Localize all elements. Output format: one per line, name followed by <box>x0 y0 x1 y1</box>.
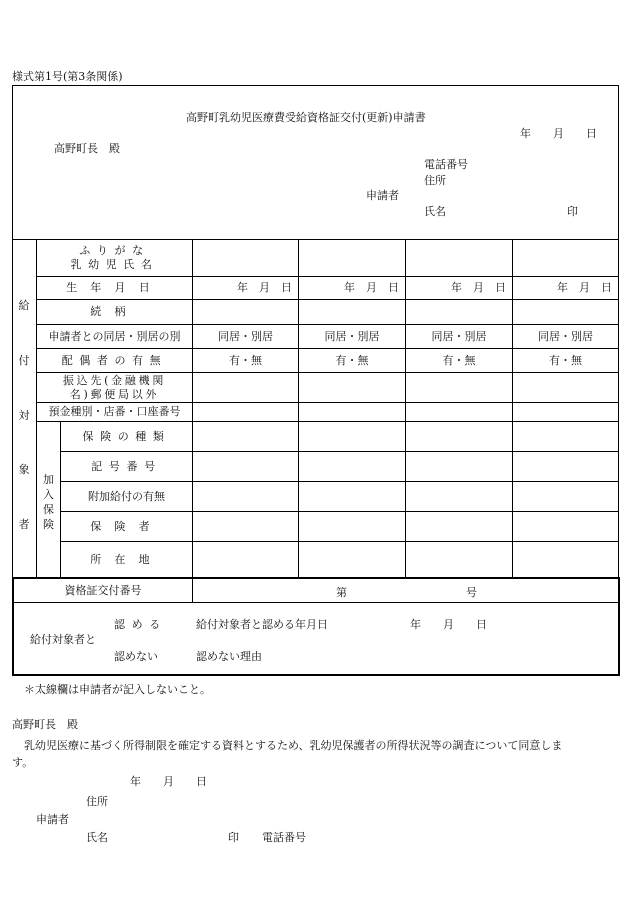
row-label-child-name <box>37 240 192 276</box>
office-col-line <box>192 578 193 602</box>
transfer-line-1: 振込先(金融機関 <box>62 373 167 387</box>
side-char: 者 <box>18 518 30 531</box>
birthdate-value: 年 月 日 <box>451 281 506 295</box>
consent-seal-mark: 印 <box>228 831 239 844</box>
row-label-ins-symbol: 記号番号 <box>91 459 162 473</box>
consent-name-label: 氏名 <box>86 831 108 844</box>
cohabit-value: 同居・別居 <box>538 329 593 343</box>
application-date: 年 月 日 <box>520 127 597 140</box>
row-label-account: 預金種別・店番・口座番号 <box>48 405 181 419</box>
applicant-name-label: 氏名 <box>424 205 446 218</box>
furigana-label: ふりがな <box>79 244 150 258</box>
cohabit-value: 同居・別居 <box>431 329 487 343</box>
spouse-value: 有・無 <box>229 353 262 367</box>
spouse-value: 有・無 <box>549 353 582 367</box>
consent-address-label: 住所 <box>86 795 108 808</box>
child-name-label: 乳幼児氏名 <box>70 258 159 271</box>
applicant-phone-label: 電話番号 <box>424 158 468 171</box>
ins-char: 険 <box>43 518 54 531</box>
seal-mark: 印 <box>567 205 578 218</box>
consent-addressee: 高野町長 殿 <box>12 718 78 731</box>
note-text: ＊太線欄は申請者が記入しないこと。 <box>24 683 211 696</box>
reject-label: 認めない <box>114 650 158 663</box>
border-right <box>618 85 619 578</box>
row-label-relation: 続柄 <box>90 305 139 319</box>
applicant-label: 申請者 <box>366 189 399 202</box>
birthdate-value: 年 月 日 <box>344 281 399 295</box>
consent-body-line1: 乳幼児医療に基づく所得制限を確定する資料とするため、乳幼児保護者の所得状況等の調査について同意しま <box>24 739 563 752</box>
consent-body-line2: す。 <box>12 756 34 769</box>
addressee: 高野町長 殿 <box>54 142 120 155</box>
spouse-value: 有・無 <box>335 353 369 367</box>
ins-char: 加 <box>43 473 54 486</box>
cert-number-dai: 第 <box>336 586 347 599</box>
office-border-right <box>618 577 620 676</box>
side-char: 給 <box>18 299 30 312</box>
side-char: 象 <box>18 463 30 477</box>
reject-reason-label: 認めない理由 <box>196 650 262 663</box>
row-label-birthdate: 生年月日 <box>66 281 163 295</box>
approve-date-label: 給付対象者と認める年月日 <box>196 618 328 631</box>
row-label-cohabit: 申請者との同居・別居の別 <box>48 329 181 343</box>
side-char: 付 <box>18 353 30 367</box>
office-border-bottom <box>12 674 620 676</box>
ins-char: 保 <box>43 503 54 516</box>
beneficiary-side-label <box>12 300 36 530</box>
cert-number-go: 号 <box>466 586 477 599</box>
row-label-spouse: 配偶者の有無 <box>61 353 168 367</box>
birthdate-value: 年 月 日 <box>237 281 292 295</box>
spouse-value: 有・無 <box>442 353 476 367</box>
row-label-transfer <box>37 373 192 402</box>
form-title: 高野町乳幼児医療費受給資格証交付(更新)申請書 <box>186 111 426 124</box>
consent-applicant-label: 申請者 <box>36 813 69 826</box>
row-label-ins-type: 保険の種類 <box>82 429 171 443</box>
row-label-location: 所在地 <box>90 553 163 567</box>
cert-number-label: 資格証交付番号 <box>64 583 142 597</box>
approve-date-value: 年 月 日 <box>410 618 487 631</box>
insurance-side-label <box>37 474 60 530</box>
cohabit-value: 同居・別居 <box>218 329 273 343</box>
consent-date: 年 月 日 <box>130 775 207 788</box>
decision-label: 給付対象者と <box>30 633 96 646</box>
row-label-insurer: 保険者 <box>90 519 163 533</box>
approve-label: 認める <box>114 618 167 631</box>
transfer-line-2: 名)郵便局以外 <box>69 387 160 401</box>
form-number: 様式第1号(第3条関係) <box>12 70 123 83</box>
side-char: 対 <box>18 408 30 422</box>
row-label-ins-extra: 附加給付の有無 <box>88 489 165 503</box>
border-top <box>12 85 619 86</box>
office-row-line <box>12 602 619 603</box>
consent-phone-label: 電話番号 <box>262 831 306 844</box>
cohabit-value: 同居・別居 <box>324 329 380 343</box>
birthdate-value: 年 月 日 <box>557 281 612 295</box>
ins-char: 入 <box>43 488 54 501</box>
applicant-address-label: 住所 <box>424 174 446 187</box>
